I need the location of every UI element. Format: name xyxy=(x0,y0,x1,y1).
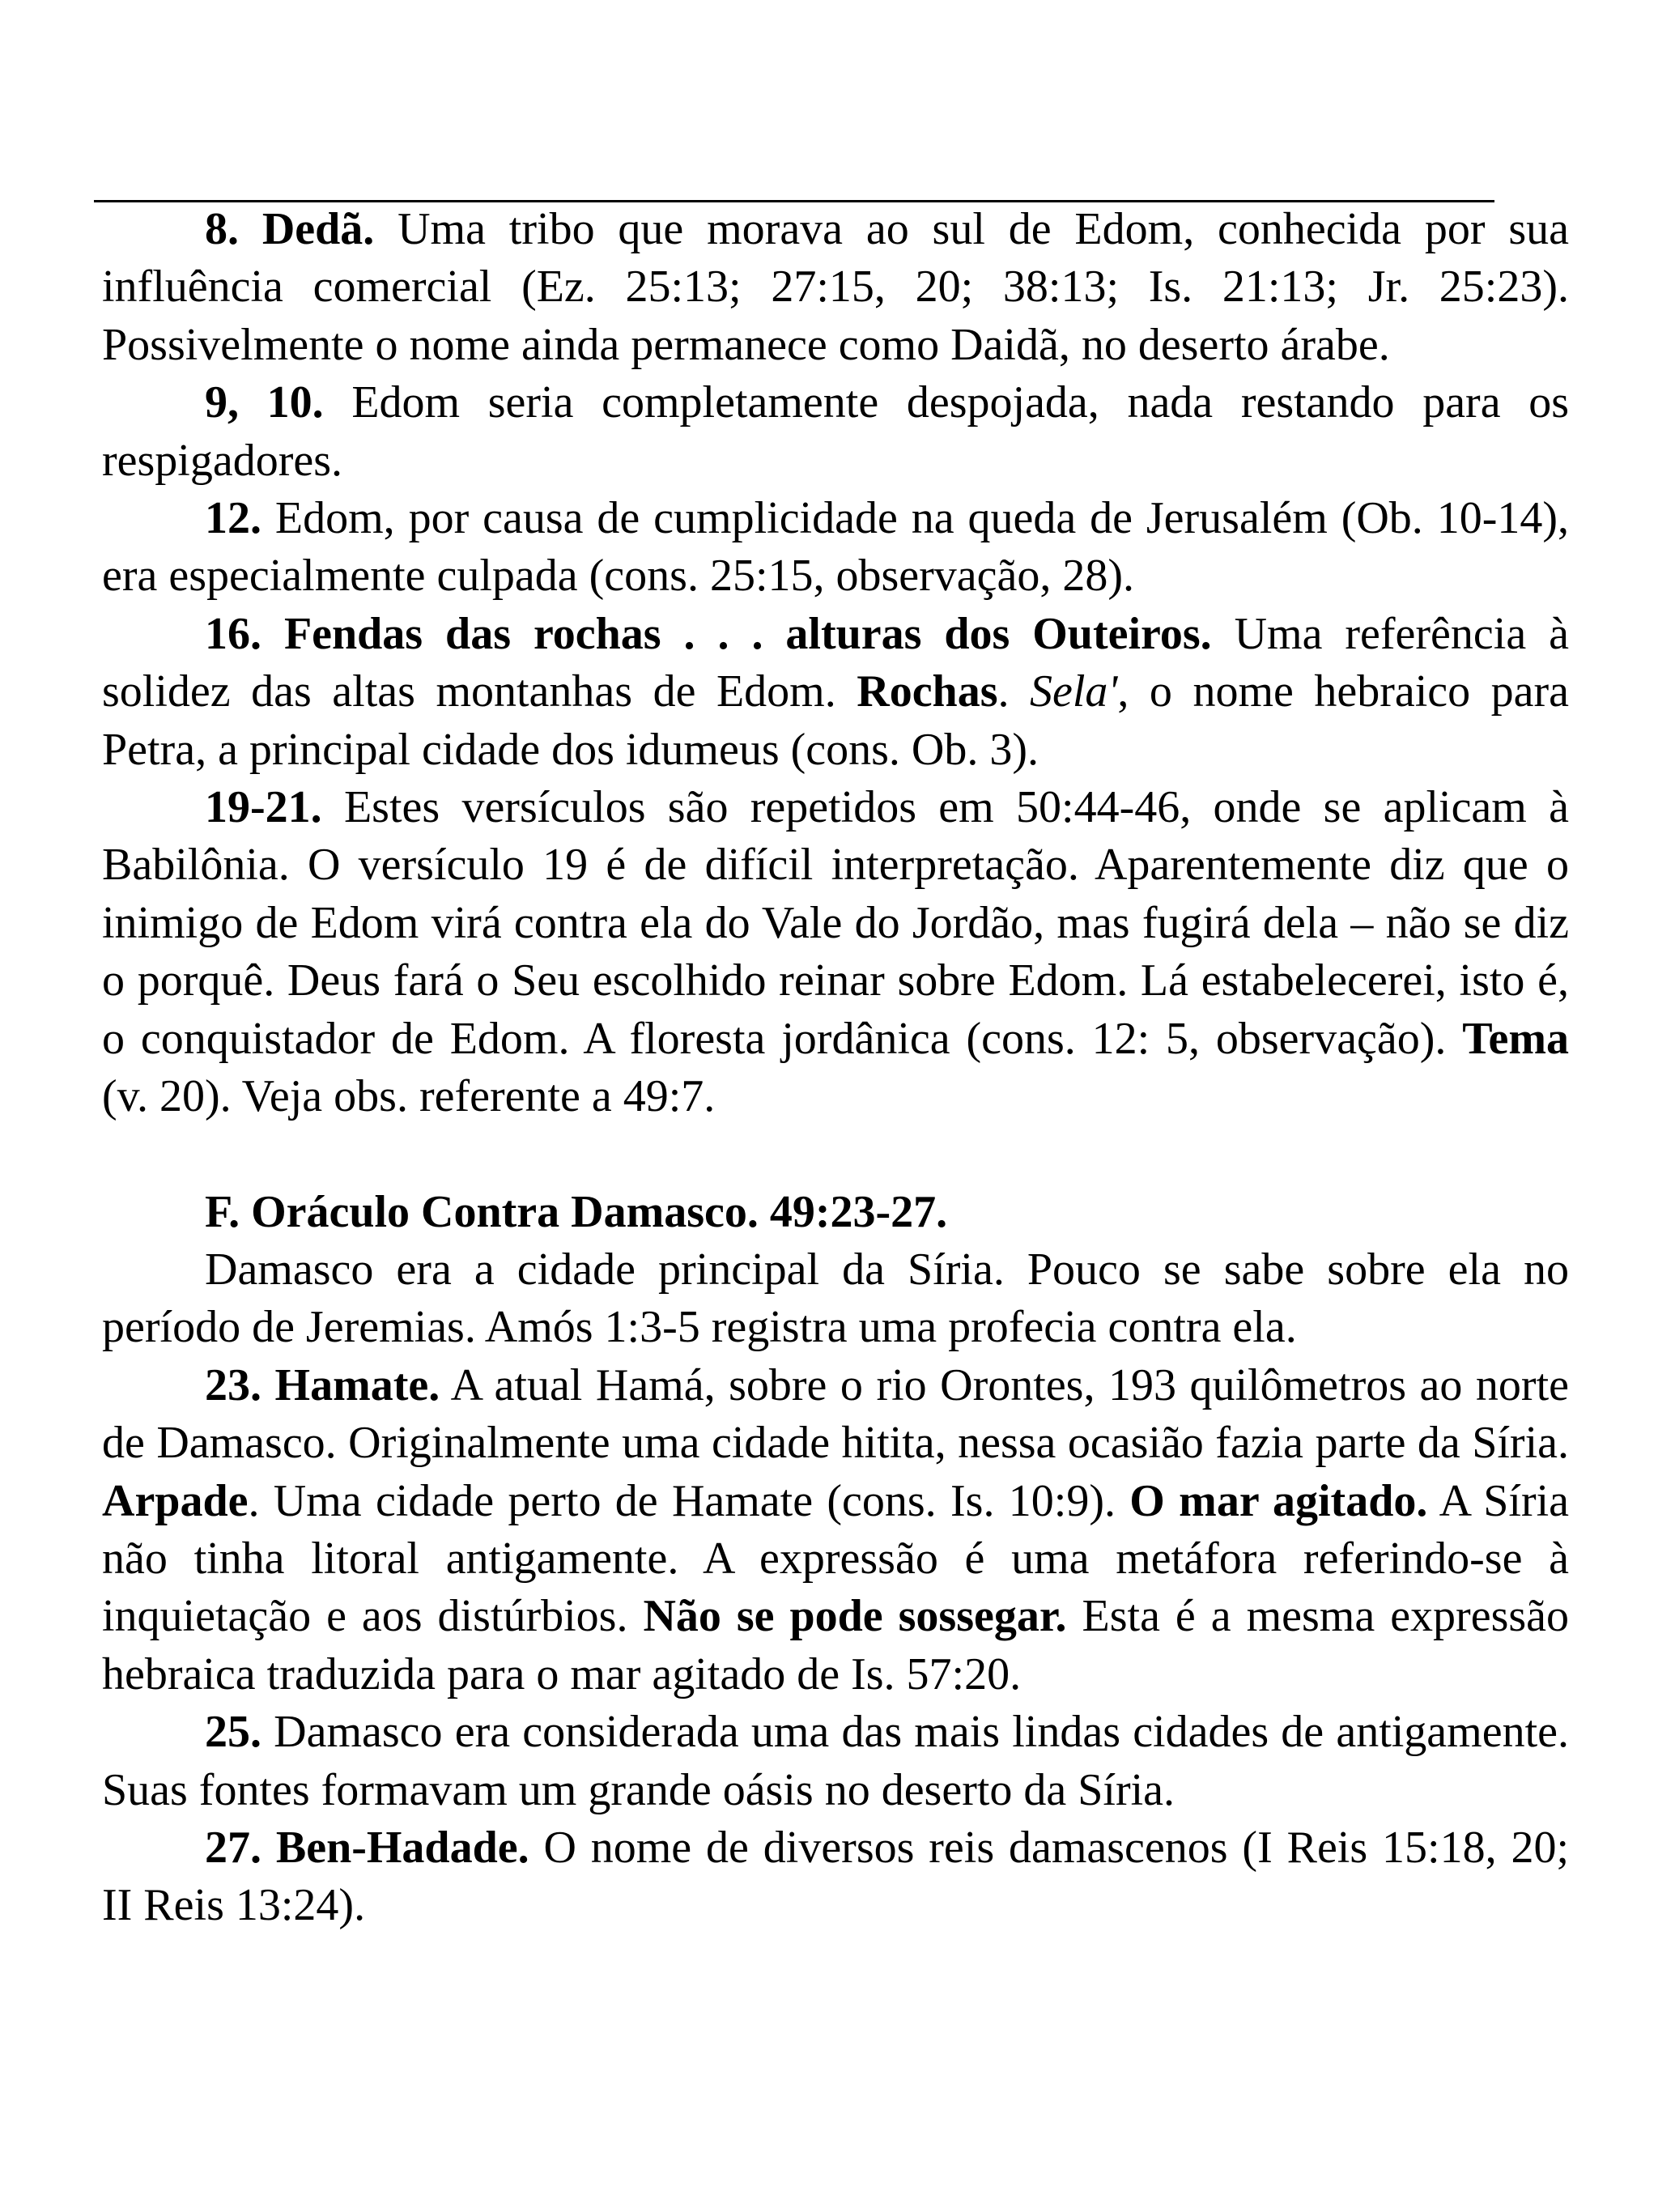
paragraph-12 xyxy=(102,490,1569,606)
term-label: Tema xyxy=(1462,1013,1569,1064)
paragraph-text: Damasco era considerada uma das mais lindas cidades de antigamente. Suas fontes formavam um grande oásis no deserto da Síria. xyxy=(102,1707,1569,1815)
paragraph-16 xyxy=(102,606,1569,779)
paragraph-23 xyxy=(102,1357,1569,1704)
paragraph-19-21 xyxy=(102,779,1569,1125)
section-gap xyxy=(102,1126,1569,1184)
verse-label: 19-21. xyxy=(205,782,322,833)
paragraph-27 xyxy=(102,1819,1569,1935)
paragraph-text: . xyxy=(997,666,1031,717)
verse-label: 16. Fendas das rochas . . . alturas dos Outeiros. xyxy=(205,608,1212,659)
paragraph-text: Edom seria completamente despojada, nada restando para os respigadores. xyxy=(102,377,1570,486)
paragraph-text: Edom, por causa de cumplicidade na queda de Jerusalém (Ob. 10-14), era especialmente culpada (cons. 25:15, observação, 28). xyxy=(102,493,1569,602)
term-label: O mar agitado. xyxy=(1129,1475,1428,1526)
paragraph-text: , o nome hebraico para Petra, a principal cidade dos idumeus (cons. Ob. 3). xyxy=(102,666,1570,775)
verse-label: 9, 10. xyxy=(205,377,324,428)
paragraph-text: Estes versículos são repetidos em 50:44-46, onde se aplicam à Babilônia. O versículo 19 é de difícil interpretação. Aparentemente diz que o inimigo de Edom virá contra ela do Vale do Jordão, mas fugirá dela – não se diz o porquê. Deus fará o Seu escolhido reinar sobre Edom. Lá estabelecerei, isto é, o conquistador de Edom. A floresta jordânica (cons. 12: 5, observação). xyxy=(102,782,1569,1064)
paragraph-text: Damasco era a cidade principal da Síria. Pouco se sabe sobre ela no período de Jeremias. Amós 1:3-5 registra uma profecia contra ela. xyxy=(102,1244,1569,1353)
verse-label: 27. Ben-Hadade. xyxy=(205,1822,529,1873)
paragraph-text: A Síria não tinha litoral antigamente. A expressão é uma metáfora referindo-se à inquietação e aos distúrbios. xyxy=(102,1475,1570,1642)
paragraph-text: Uma referência à solidez das altas montanhas de Edom. xyxy=(102,608,1569,717)
paragraph-dedan xyxy=(102,201,1569,374)
hebrew-term: Sela' xyxy=(1030,666,1118,717)
document-page xyxy=(102,201,1569,1935)
paragraph-25 xyxy=(102,1704,1569,1819)
paragraph-damasco-intro xyxy=(102,1241,1569,1357)
paragraph-text: O nome de diversos reis damascenos (I Reis 15:18, 20; II Reis 13:24). xyxy=(102,1822,1569,1931)
term-label: Rochas xyxy=(857,666,998,717)
paragraph-text: (v. 20). Veja obs. referente a 49:7. xyxy=(102,1071,716,1122)
paragraph-9-10 xyxy=(102,374,1569,490)
verse-label: 12. xyxy=(205,493,261,544)
paragraph-text: . Uma cidade perto de Hamate (cons. Is. 10:9). xyxy=(248,1475,1130,1526)
paragraph-text: A atual Hamá, sobre o rio Orontes, 193 quilômetros ao norte de Damasco. Originalmente uma cidade hitita, nessa ocasião fazia parte da Síria. xyxy=(102,1359,1569,1469)
verse-label: 25. xyxy=(205,1707,261,1758)
paragraph-text: Uma tribo que morava ao sul de Edom, conhecida por sua influência comercial (Ez. 25:13; 27:15, 20; 38:13; Is. 21:13; Jr. 25:23). Possivelmente o nome ainda permanece como Daidã, no deserto árabe. xyxy=(102,204,1569,370)
term-label: Arpade xyxy=(102,1475,249,1526)
verse-label: 23. Hamate. xyxy=(205,1359,440,1410)
section-heading: F. Oráculo Contra Damasco. 49:23-27. xyxy=(205,1186,948,1237)
verse-label: 8. Dedã. xyxy=(205,204,375,254)
paragraph-text: Esta é a mesma expressão hebraica traduzida para o mar agitado de Is. 57:20. xyxy=(102,1591,1570,1699)
term-label: Não se pode sossegar. xyxy=(643,1591,1067,1642)
